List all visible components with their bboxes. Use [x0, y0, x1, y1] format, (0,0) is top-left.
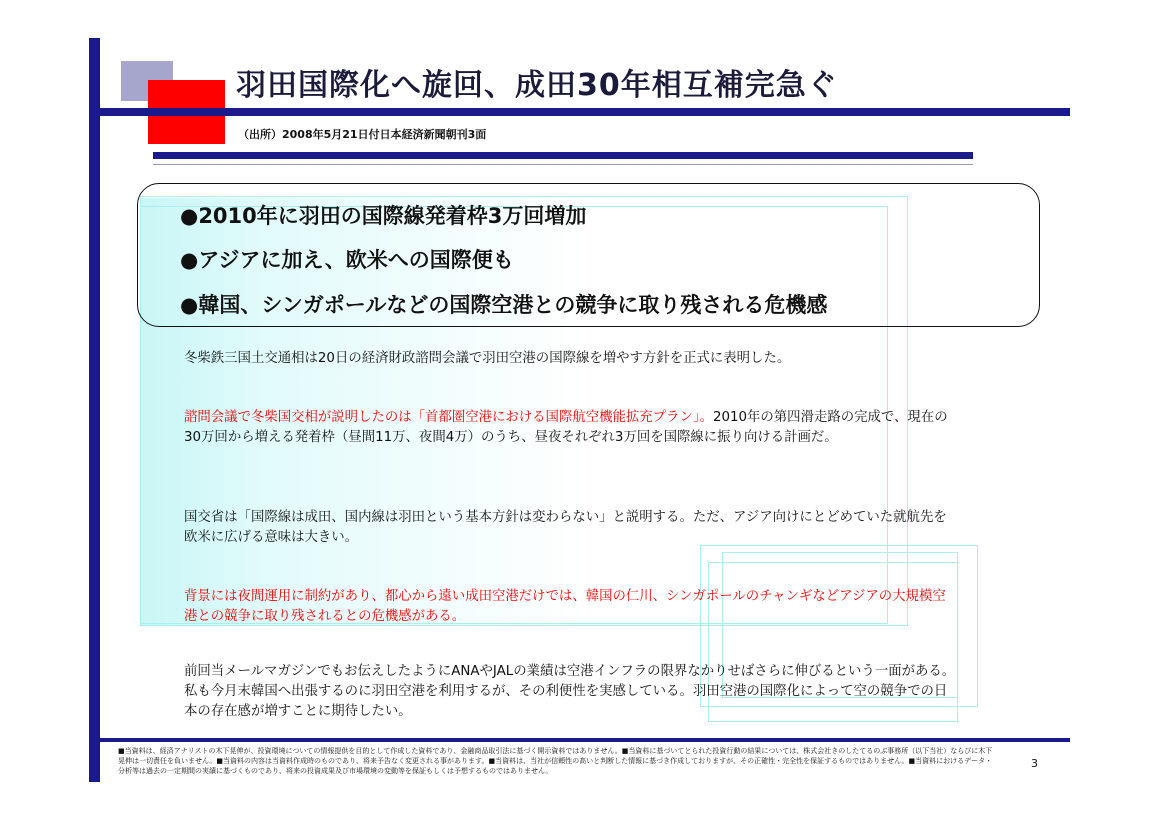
slide-title: 羽田国際化へ旋回、成田30年相互補完急ぐ: [236, 68, 838, 103]
footer-rule: [100, 738, 1070, 742]
source-thin-rule: [153, 164, 973, 165]
left-accent-bar: [89, 38, 100, 782]
body-paragraph-3: 国交省は「国際線は成田、国内線は羽田という基本方針は変わらない」と説明する。ただ、アジア向けにとどめていた就航先を欧米に広げる意味は大きい。: [184, 510, 947, 545]
header-rule: [100, 108, 1070, 116]
source-rule: [153, 152, 973, 159]
body-paragraph-2-red: 諮問会議で冬柴国交相が説明したのは「首都圏空港における国際航空機能拡充プラン」。: [184, 410, 713, 425]
summary-bullet-3: ●韓国、シンガポールなどの国際空港との競争に取り残される危機感: [180, 293, 828, 317]
body-paragraph-5: 前回当メールマガジンでもお伝えしたようにANAやJALの業績は空港インフラの限界なかりせばさらに伸びるという一面がある。私も今月末韓国へ出張するのに羽田空港を利用するが、その利便性を実感している。羽田空港の国際化によって空の競争での日本の存在感が増すことに期待したい。: [184, 664, 956, 719]
body-paragraph-2-black: 2010年の第四滑走路の完成で、現在の30万回から増える発着枠（昼間11万、夜間4万）のうち、昼夜それぞれ3万回を国際線に振り向ける計画だ。: [184, 410, 948, 445]
summary-bullet-2: ●アジアに加え、欧米への国際便も: [180, 248, 514, 272]
page-number: 3: [1031, 757, 1038, 770]
body-paragraph-4: 背景には夜間運用に制約があり、都心から遠い成田空港だけでは、韓国の仁川、シンガポールのチャンギなどアジアの大規模空港との競争に取り残されるとの危機感がある。: [184, 589, 946, 624]
footer-disclaimer: ■当資料は、経済アナリストの木下晃伸が、投資環境についての情報提供を目的として作成した資料であり、金融商品取引法に基づく開示資料ではありません。■当資料に基づいてとられた投資行動の結果については、株式会社きのしたてるのぶ事務所（以下当社）ならびに木下晃伸は一切責任を負いません。■当資料の内容は当資料作成時のものであり、将来予告なく変更される事があります。■当資料は、当社が信頼性の高いと判断した情報に基づき作成しておりますが、その正確性・完全性を保証するものではありません。■当資料におけるデータ・分析等は過去の一定期間の実績に基づくものであり、将来の投資成果及び市場環境の変動等を保証もしくは予想するものではありません。: [118, 747, 993, 775]
body-paragraph-1: 冬柴鉄三国土交通相は20日の経済財政諮問会議で羽田空港の国際線を増やす方針を正式に表明した。: [184, 351, 791, 366]
body-paragraph-2: [184, 408, 959, 448]
source-citation: （出所）2008年5月21日付日本経済新聞朝刊3面: [238, 128, 487, 141]
summary-bullet-1: ●2010年に羽田の国際線発着枠3万回増加: [180, 204, 587, 228]
